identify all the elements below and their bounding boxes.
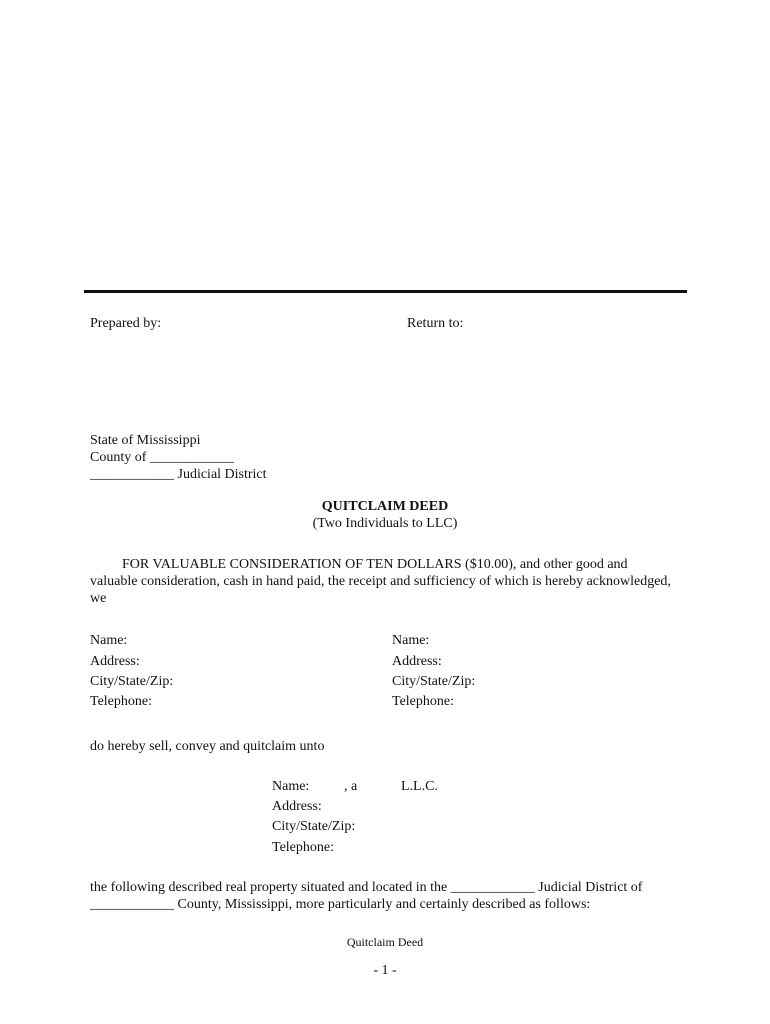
prepared-by-label: Prepared by: <box>90 316 162 331</box>
consideration-line-2: valuable consideration, cash in hand paid, the receipt and sufficiency of which is hereby acknowledged, <box>90 574 671 589</box>
consideration-line-1: FOR VALUABLE CONSIDERATION OF TEN DOLLARS ($10.00), and other good and <box>122 557 628 572</box>
grantee-city-label: City/State/Zip: <box>272 819 356 834</box>
grantor2-city-label: City/State/Zip: <box>392 674 476 689</box>
page-number: - 1 - <box>373 963 397 978</box>
grantor1-name-label: Name: <box>90 633 128 648</box>
document-subtitle: (Two Individuals to LLC) <box>312 516 458 531</box>
grantor2-name-label: Name: <box>392 633 430 648</box>
grantee-comma-a: , a <box>344 779 358 794</box>
consideration-line-3: we <box>90 591 107 606</box>
document-title: QUITCLAIM DEED <box>321 499 449 514</box>
footer-document-name: Quitclaim Deed <box>346 935 424 949</box>
grantee-address-label: Address: <box>272 799 322 814</box>
district-line: ____________ Judicial District <box>90 467 267 482</box>
grantee-name-label: Name: <box>272 779 310 794</box>
property-line-2: ____________ County, Mississippi, more particularly and certainly described as follows: <box>90 897 591 912</box>
grantor1-address-label: Address: <box>90 654 140 669</box>
conveyance-line: do hereby sell, convey and quitclaim unto <box>90 739 325 754</box>
property-line-1: the following described real property situated and located in the ____________ Judicial District of <box>90 880 643 895</box>
return-to-label: Return to: <box>407 316 464 331</box>
grantee-llc-label: L.L.C. <box>401 779 438 794</box>
grantee-telephone-label: Telephone: <box>272 840 334 855</box>
state-line: State of Mississippi <box>90 433 201 448</box>
county-line: County of ____________ <box>90 450 234 465</box>
header-rule <box>84 290 687 293</box>
grantor1-telephone-label: Telephone: <box>90 694 152 709</box>
grantor2-telephone-label: Telephone: <box>392 694 454 709</box>
grantor1-city-label: City/State/Zip: <box>90 674 174 689</box>
grantor2-address-label: Address: <box>392 654 442 669</box>
